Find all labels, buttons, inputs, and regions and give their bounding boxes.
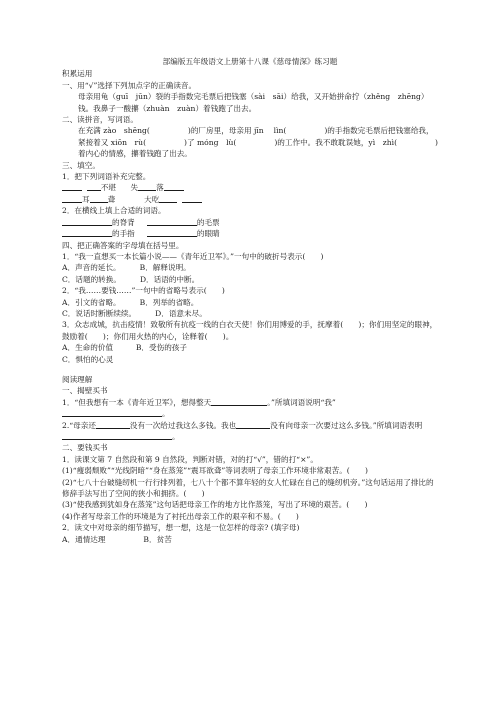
reading-part-1-heading: 一、揭壁买书 [62, 386, 108, 396]
answer-blank[interactable] [147, 217, 197, 226]
question-4-item: C．惧怕的心灵 [62, 354, 114, 364]
answer-blank[interactable] [62, 431, 172, 440]
question-4-item: 3．众志成城，抗击疫情！致敬所有抗疫一线的白衣天使！你们用博爱的手，抚摩着( )；你们用坚定的眼神，鼓励着( )；你们用火热的内心，诠释着( )。 [62, 320, 438, 341]
reading-question [62, 420, 438, 443]
reading-part-2-heading: 二、要钱买书 [62, 443, 108, 453]
reading-question-line2 [62, 408, 438, 419]
fill-word: 的眼睛 [196, 229, 220, 239]
fill-word: 耳 [82, 194, 90, 204]
question-4-item: A．声音的延长。 B．解释说明。 [62, 263, 191, 273]
fill-row-2 [62, 194, 438, 205]
answer-blank[interactable] [62, 182, 82, 191]
reading-question-text: 。”所填词语说明“我” [267, 397, 336, 407]
section-heading-accumulation: 积累运用 [62, 69, 93, 79]
question-4-item: C．说话时断断续续。 D．语意未尽。 [62, 308, 207, 318]
answer-blank[interactable] [147, 228, 197, 237]
answer-blank[interactable] [211, 397, 267, 406]
judge-item: (3)“使我感到犹如身在蒸笼”这句话把母亲工作的地方比作蒸笼，写出了环境的艰苦。( ) [62, 500, 368, 510]
answer-blank[interactable] [62, 228, 112, 237]
answer-blank[interactable] [62, 194, 82, 203]
reading-question: 2．读文中对母亲的细节描写，想一想，这是一位怎样的母亲? (填字母) [62, 523, 300, 533]
question-2-text: 在充满 zào shēng( )的厂房里，母亲用 jīn lìn( )的手指数完毛票后把钱塞给我，紧接着又 xiōn rù( )了 mónɡ lù( )的工作中。我不敢耽误她，yì zhì( )着内心的情感，攥着钱跑了出去。 [78, 126, 438, 159]
fill-word: 不堪 [100, 183, 117, 193]
reading-question-text: 1．“但我想有一本《青年近卫军》，想得整天 [62, 397, 212, 407]
reading-question-text: 。 [172, 432, 180, 441]
fill-word: 的手指 [112, 229, 135, 239]
reading-question-text: 2.“母亲还 [62, 420, 96, 430]
answer-blank[interactable] [138, 182, 156, 191]
question-1-text: 母亲用龟（guī jūn）裂的手指数完毛票后把钱塞（sài sāi）给我，又开始拼命拧（zhěng zhēng）钱。我鼻子一酸攥（zhuàn zuàn）着钱跑了出去。 [78, 92, 429, 113]
fill-word: 的脊背 [112, 217, 135, 227]
question-4-heading: 四、把正确答案的字母填在括号里。 [62, 240, 184, 250]
answer-blank[interactable] [87, 182, 101, 191]
question-3-sub-2: 2．在横线上填上合适的词语。 [62, 206, 166, 216]
fill-row-4 [62, 228, 438, 239]
fill-word: 失 [130, 183, 139, 193]
reading-options: A．通情达理 B．贫苦 [62, 534, 172, 544]
question-4-item: A．引文的省略。 B．列举的省略。 [62, 297, 199, 307]
worksheet-content [62, 56, 438, 545]
fill-word: 聋 [107, 194, 116, 204]
answer-blank[interactable] [62, 408, 162, 417]
answer-blank[interactable] [159, 194, 177, 203]
fill-row-3 [62, 217, 438, 228]
question-4-item: C．话题的转换。 D．话语的中断。 [62, 274, 200, 284]
answer-blank[interactable] [236, 420, 270, 429]
question-4-item: A．生命的价值 B．受伤的孩子 [62, 343, 187, 353]
answer-blank[interactable] [164, 182, 184, 191]
fill-row-1 [62, 182, 438, 193]
judge-item: (2)“七八十台破缝纫机一行行排列着，七八十个都不算年轻的女人忙碌在自己的缝纫机旁。”这句话运用了排比的修辞手法写出了空间的狭小和拥挤。( ) [62, 477, 434, 499]
judge-item: (1)“瘦弱颓败”“光线阴暗”“身在蒸笼”“震耳欲聋”等词表明了母亲工作环境非常艰苦。( ) [62, 466, 368, 476]
answer-blank[interactable] [182, 194, 202, 203]
reading-question: 1．读课文第 7 自然段和第 9 自然段，判断对错，对的打“√”，错的打“×”。 [62, 454, 318, 464]
answer-blank[interactable] [90, 194, 108, 203]
fill-word: 大吃 [144, 194, 160, 204]
question-3-heading: 三、填空。 [62, 160, 100, 170]
reading-question-text: 。 [162, 409, 170, 419]
question-4-item: 1．“我一直想买一本长篇小说——《青年近卫军》。”一句中的破折号表示( ) [62, 251, 324, 261]
reading-question [62, 397, 438, 408]
question-4-item: 2．“我……要钱……”一句中的省略号表示( ) [62, 286, 225, 296]
judge-item: (4)作者写母亲工作的环境是为了衬托出母亲工作的艰辛和不易。( ) [62, 511, 299, 521]
answer-blank[interactable] [96, 420, 130, 429]
reading-question-text: 没有一次给过我这么多钱。我也 [129, 420, 237, 430]
reading-question-text: 没有向母亲一次要过这么多钱。”所填词语表明 [270, 420, 423, 430]
fill-word: 的毛票 [196, 217, 220, 227]
worksheet-title: 部编版五年级语文上册第十八课《慈母情深》练习题 [162, 57, 338, 66]
question-3-sub-1: 1．把下列词语补充完整。 [62, 172, 151, 182]
fill-word: 落 [156, 183, 164, 193]
section-heading-reading: 阅读理解 [62, 374, 93, 384]
question-1-heading: 一、用“√”选择下列加点字的正确读音。 [62, 80, 197, 90]
answer-blank[interactable] [62, 217, 112, 226]
question-2-heading: 二、读拼音，写词语。 [62, 115, 138, 125]
